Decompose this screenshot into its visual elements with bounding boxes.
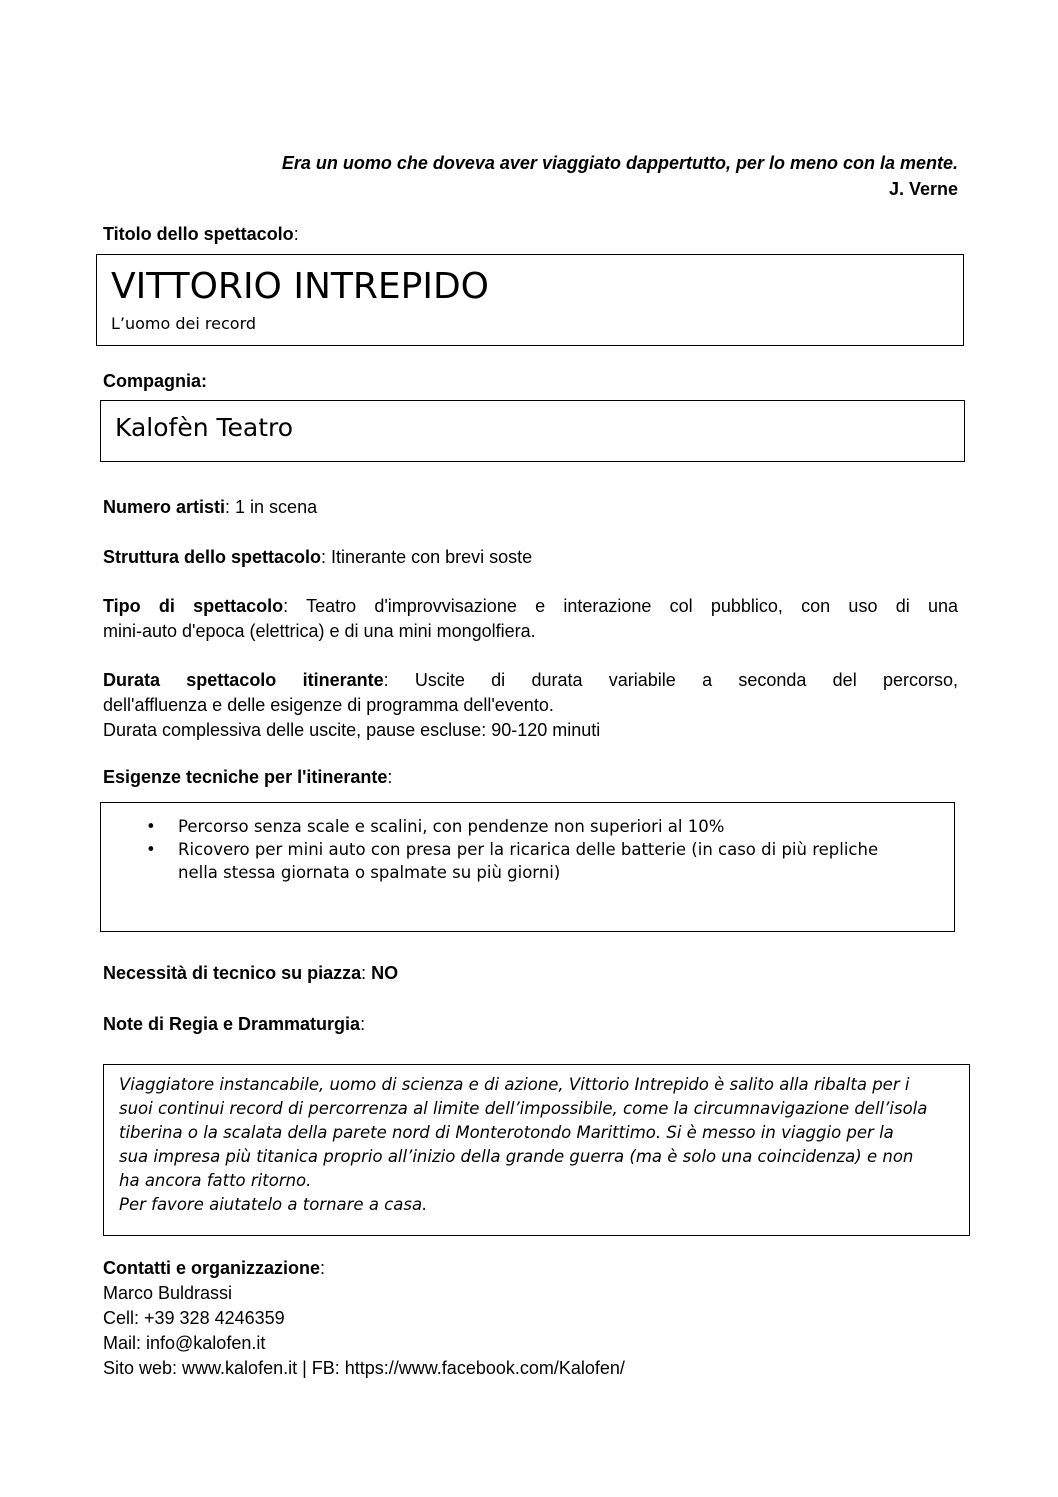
technical-list xyxy=(101,815,941,884)
show-title: VITTORIO INTREPIDO xyxy=(111,266,490,307)
notes-line: Viaggiatore instancabile, uomo di scienza e di azione, Vittorio Intrepido è salito alla ribalta per i xyxy=(119,1075,910,1094)
title-box xyxy=(96,254,964,346)
technical-item xyxy=(101,838,941,884)
notes-text xyxy=(119,1073,964,1217)
title-label-text: Titolo dello spettacolo xyxy=(103,224,294,244)
company-label: Compagnia: xyxy=(103,371,208,391)
notes-line: suoi continui record di percorrenza al limite dell’impossibile, come la circumnavigazione dell’isola xyxy=(119,1099,928,1118)
technician-value: NO xyxy=(371,963,399,983)
technician-row: Necessità di tecnico su piazza: NO xyxy=(103,963,399,983)
technical-label-text: Esigenze tecniche per l'itinerante xyxy=(103,767,388,787)
notes-line: tiberina o la scalata della parete nord di Monterotondo Marittimo. Si è messo in viaggio per la xyxy=(119,1123,894,1142)
company-name: Kalofèn Teatro xyxy=(115,413,294,442)
artists-label: Numero artisti xyxy=(103,497,226,517)
contact-name: Marco Buldrassi xyxy=(103,1283,233,1303)
technical-item-line1: Ricovero per mini auto con presa per la ricarica delle batterie (in caso di più repliche xyxy=(178,840,879,859)
duration-total: Durata complessiva delle uscite, pause escluse: 90-120 minuti xyxy=(103,720,601,740)
title-label: Titolo dello spettacolo: xyxy=(103,224,299,244)
contacts-label-text: Contatti e organizzazione xyxy=(103,1258,321,1278)
quote-text: Era un uomo che doveva aver viaggiato dappertutto, per lo meno con la mente. xyxy=(281,153,958,173)
type-paragraph xyxy=(103,594,958,644)
notes-line: Per favore aiutatelo a tornare a casa. xyxy=(119,1195,428,1214)
contact-mail[interactable]: Mail: info@kalofen.it xyxy=(103,1333,266,1353)
duration-paragraph xyxy=(103,668,958,743)
technical-box xyxy=(100,802,955,932)
quote-author: J. Verne xyxy=(888,179,958,199)
type-value-line1: : Teatro d'improvvisazione e interazione col pubblico, con uso di una xyxy=(283,596,958,616)
contact-web[interactable]: Sito web: www.kalofen.it | FB: https://www.facebook.com/Kalofen/ xyxy=(103,1358,625,1378)
contacts-label: Contatti e organizzazione: xyxy=(103,1258,326,1278)
contact-cell[interactable]: Cell: +39 328 4246359 xyxy=(103,1308,285,1328)
show-subtitle: L’uomo dei record xyxy=(111,314,257,333)
technical-item-line2: nella stessa giornata o spalmate su più giorni) xyxy=(178,863,561,882)
technician-label: Necessità di tecnico su piazza xyxy=(103,963,362,983)
contacts-block xyxy=(103,1256,625,1381)
type-value-line2: mini-auto d'epoca (elettrica) e di una mini mongolfiera. xyxy=(103,621,536,641)
structure-row xyxy=(103,547,532,568)
notes-line: sua impresa più titanica proprio all’inizio della grande guerra (ma è solo una coincidenza) e non xyxy=(119,1147,914,1166)
technical-item: • Percorso senza scale e scalini, con pendenze non superiori al 10% xyxy=(101,815,941,838)
duration-value-line1: : Uscite di durata variabile a seconda del percorso, xyxy=(383,670,959,690)
type-label: Tipo di spettacolo xyxy=(103,596,284,616)
artists-row xyxy=(103,497,317,518)
notes-label: Note di Regia e Drammaturgia: xyxy=(103,1014,366,1034)
company-box xyxy=(100,400,965,462)
artists-value: : 1 in scena xyxy=(225,497,318,517)
structure-value: : Itinerante con brevi soste xyxy=(321,547,533,567)
technical-label: Esigenze tecniche per l'itinerante: xyxy=(103,767,393,787)
duration-value-line2: dell'affluenza e delle esigenze di programma dell'evento. xyxy=(103,695,554,715)
duration-label: Durata spettacolo itinerante xyxy=(103,670,384,690)
notes-label-text: Note di Regia e Drammaturgia xyxy=(103,1014,361,1034)
notes-box xyxy=(103,1064,970,1236)
structure-label: Struttura dello spettacolo xyxy=(103,547,322,567)
notes-line: ha ancora fatto ritorno. xyxy=(119,1171,312,1190)
